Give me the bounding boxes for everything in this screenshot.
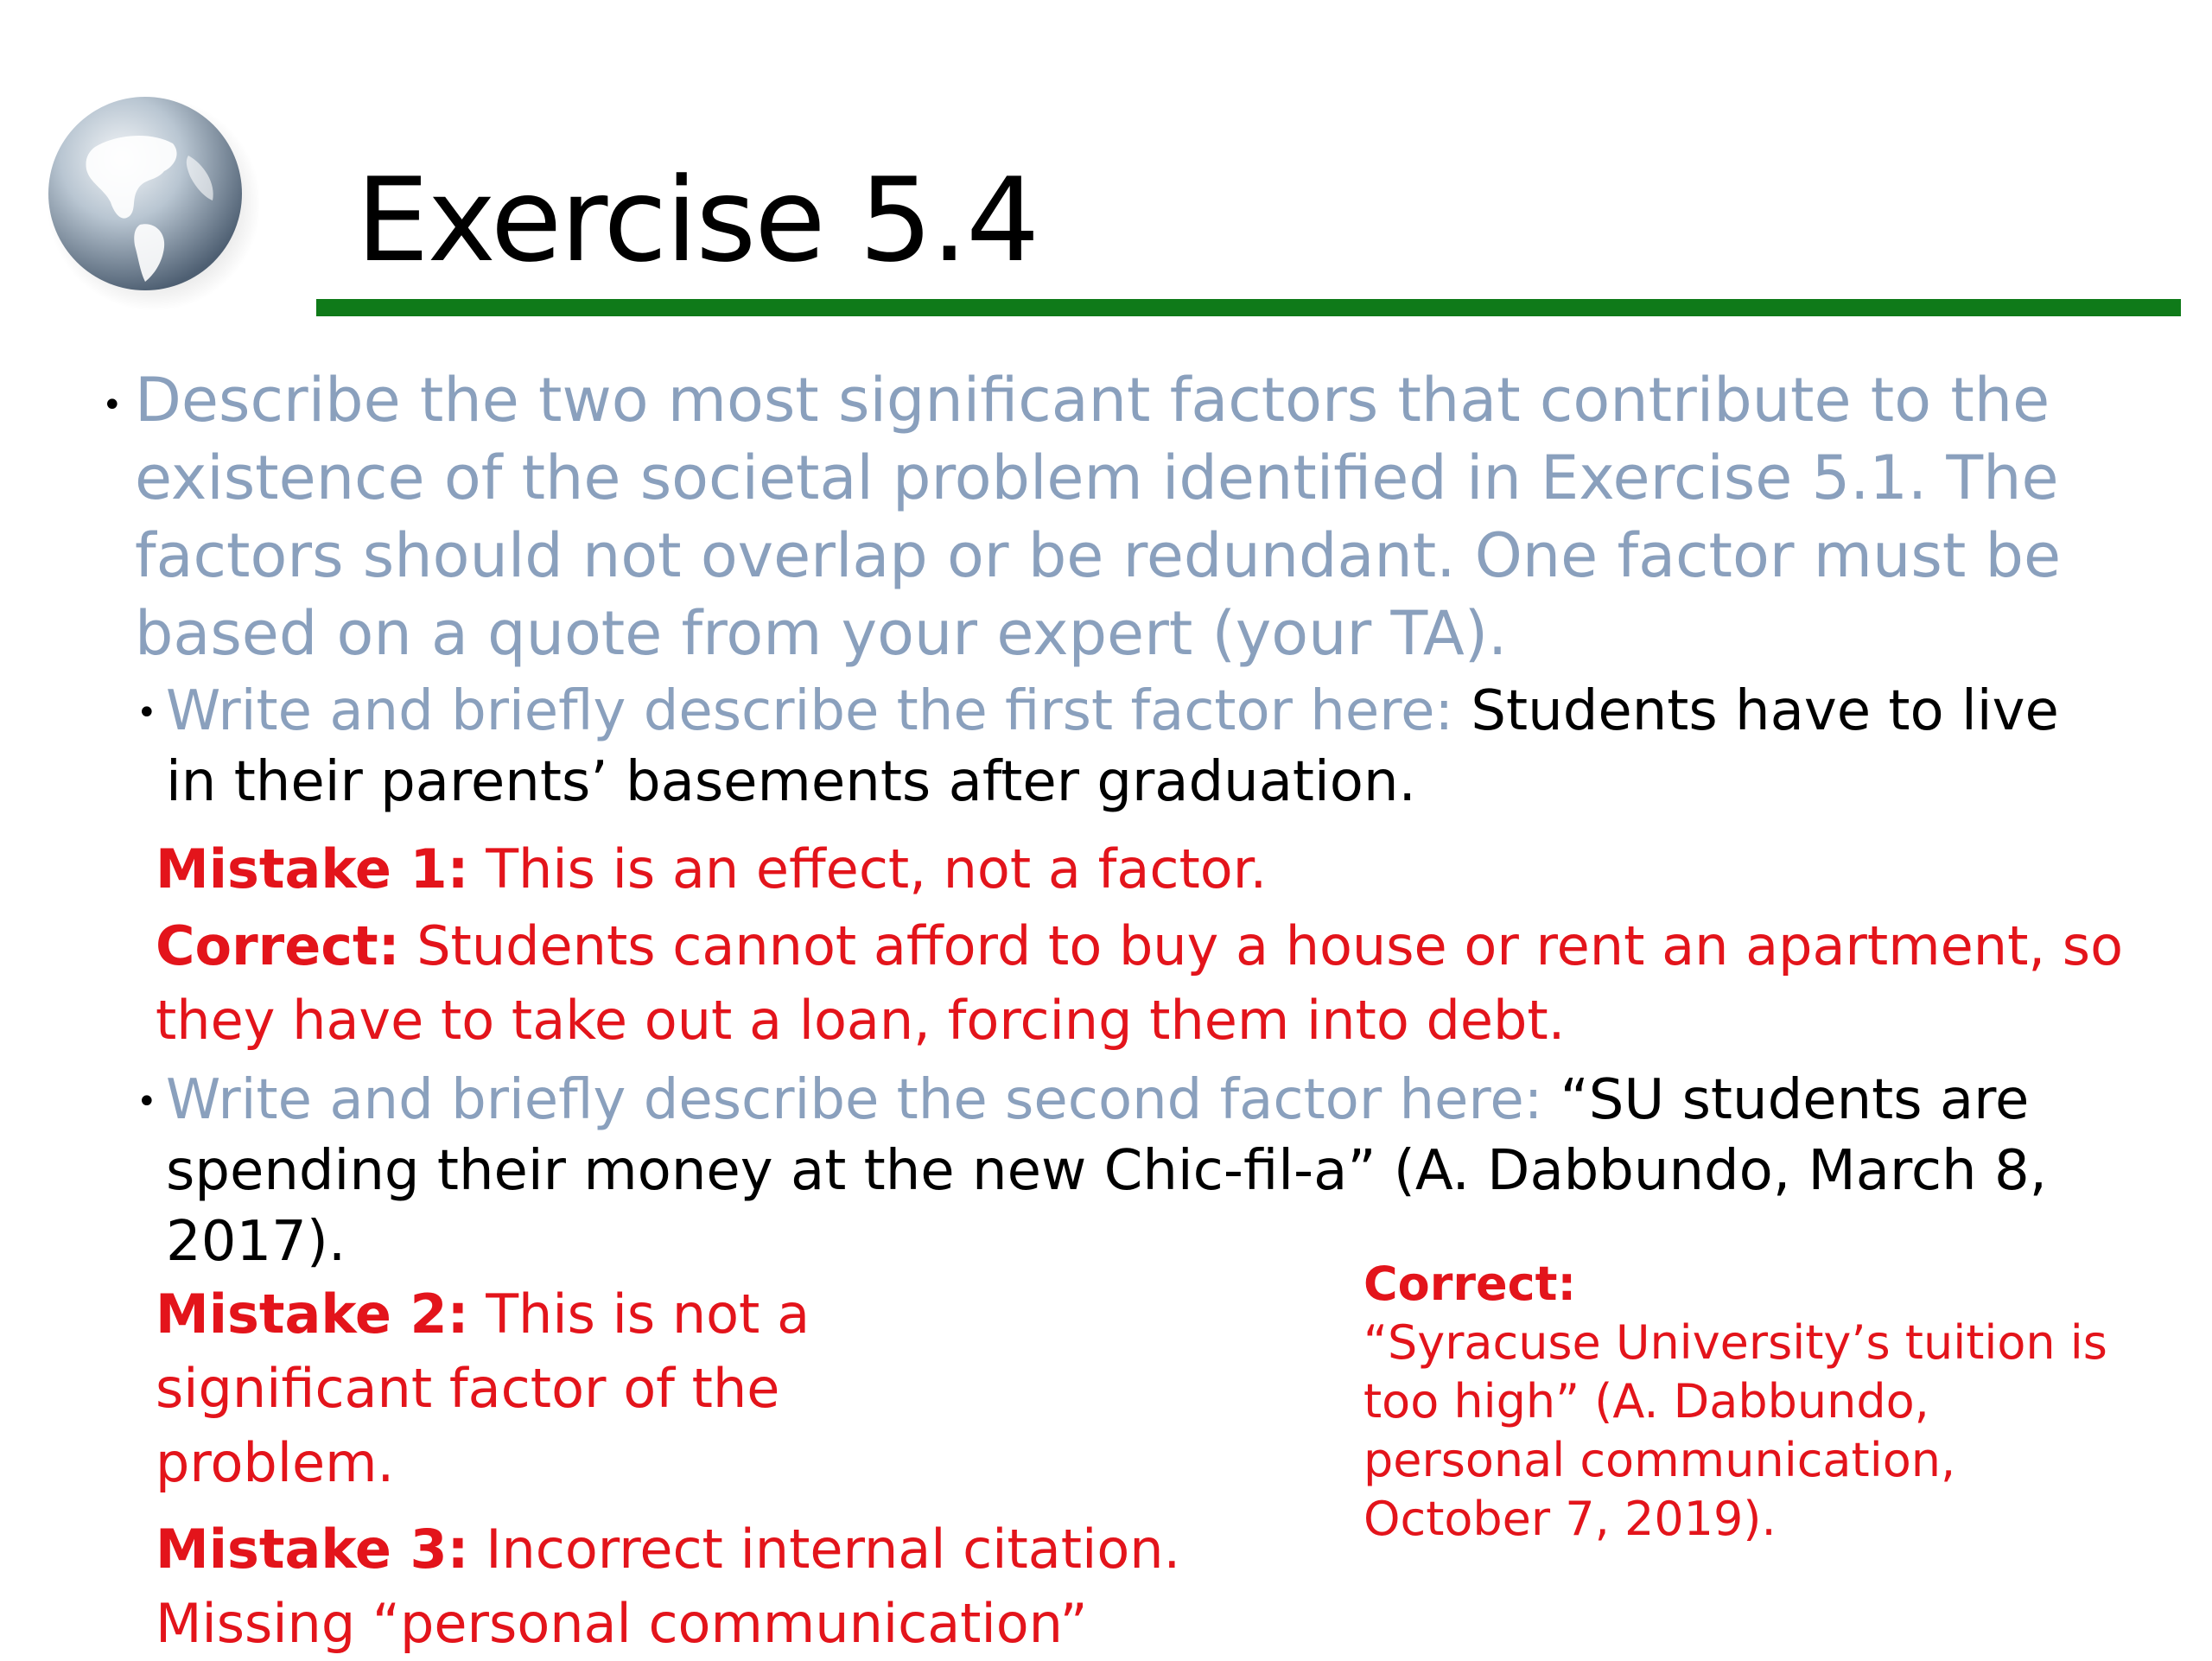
mistake-one-label: Mistake 1: [156, 837, 469, 901]
correction-one-label: Correct: [156, 914, 400, 977]
bullet-icon: • [137, 693, 157, 733]
mistake-two-label: Mistake 2: [156, 1282, 469, 1346]
mistake-two [156, 1277, 812, 1500]
title-underline [316, 299, 2181, 316]
factor-one-answer: Students have to live in their parents’ basements after graduation. [166, 679, 2059, 814]
main-bullet-text: Describe the two most significant factors that contribute to the existence of the societal problem identified in Exercise 5.1. The factors should not overlap or be redundant. One factor must be based on a quote from your expert (your TA). [135, 365, 2062, 669]
correction-one [156, 909, 2143, 1058]
factor-one-bullet [137, 676, 2124, 818]
globe-icon [35, 86, 259, 311]
mistake-three-label: Mistake 3: [156, 1518, 469, 1581]
correction-two-text: “Syracuse University’s tuition is too high” (A. Dabbundo, personal communication, October 7, 2019). [1363, 1315, 2107, 1546]
correction-two-label: Correct: [1363, 1257, 1577, 1311]
factor-two-prompt: Write and briefly describe the second factor here: [166, 1068, 1543, 1132]
mistake-one [156, 833, 2143, 906]
slide-title: Exercise 5.4 [356, 153, 1039, 288]
factor-one-prompt: Write and briefly describe the first factor here: [166, 679, 1454, 743]
bullet-icon: • [102, 385, 123, 425]
correction-two [1363, 1255, 2141, 1549]
mistake-three [156, 1512, 1279, 1661]
factor-two-answer: “SU students are spending their money at the new Chic-fil-a” (A. Dabbundo, March 8, 2017). [166, 1068, 2047, 1274]
correction-one-text: Students cannot afford to buy a house or rent an apartment, so they have to take out a loan, forcing them into debt. [156, 914, 2124, 1052]
factor-two-bullet [137, 1065, 2124, 1277]
bullet-icon: • [137, 1082, 157, 1122]
mistake-three-text-line-two: Missing “personal communication” [156, 1592, 1088, 1655]
mistake-one-text: This is an effect, not a factor. [486, 837, 1268, 901]
mistake-two-text: This is not a significant factor of the problem. [156, 1282, 810, 1494]
mistake-three-text: Incorrect internal citation. [486, 1518, 1181, 1581]
main-bullet [102, 361, 2141, 672]
